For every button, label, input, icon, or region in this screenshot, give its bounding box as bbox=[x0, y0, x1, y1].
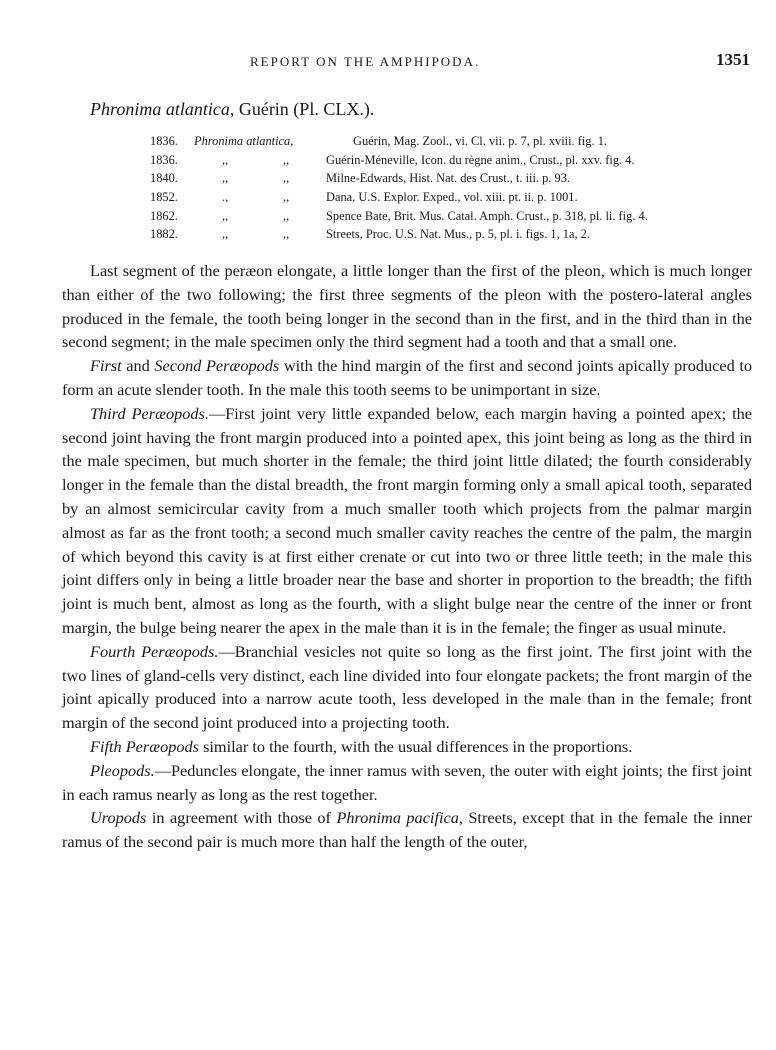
synonymy-reference: Dana, U.S. Explor. Exped., vol. xiii. pt. ii. p. 1001. bbox=[326, 190, 578, 205]
ditto-mark: ,, bbox=[222, 171, 229, 186]
running-head bbox=[0, 50, 776, 74]
paragraph-fifth-pereopods bbox=[62, 735, 752, 759]
species-authority: , Guérin (Pl. CLX.). bbox=[229, 99, 375, 119]
synonymy-year: 1862. bbox=[150, 208, 178, 223]
body-text bbox=[62, 259, 752, 854]
ditto-mark: ,, bbox=[222, 152, 229, 167]
paragraph-text: Last segment of the peræon elongate, a little longer than the first of the pleon, which is much longer than either of the two following; the first three segments of the pleon with the postero-lateral angles produced in the female, the tooth being longer in the second than in the first, and in the third than in the second segment; in the male specimen only the third segment had a tooth and that a small one. bbox=[62, 261, 752, 352]
ditto-mark: ,, bbox=[283, 227, 290, 242]
paragraph-text: similar to the fourth, with the usual differences in the proportions. bbox=[199, 736, 633, 756]
paragraph-text: in agreement with those of bbox=[146, 808, 337, 828]
paragraph-text: with the hind margin of the first and second joints apically produced to form an acute slender tooth. In the male this tooth seems to be unimportant in size. bbox=[62, 356, 752, 399]
synonymy-year: 1840. bbox=[150, 171, 178, 186]
synonymy-reference: Streets, Proc. U.S. Nat. Mus., p. 5, pl. i. figs. 1, 1a, 2. bbox=[326, 227, 590, 242]
ditto-mark: ,, bbox=[283, 171, 290, 186]
paragraph-connector: and bbox=[121, 356, 155, 376]
ditto-mark: ,, bbox=[283, 190, 290, 205]
ditto-mark: ,, bbox=[283, 152, 290, 167]
paragraph-pleopods bbox=[62, 759, 752, 807]
synonymy-reference: Guérin, Mag. Zool., vi. Cl. vii. p. 7, pl. xviii. fig. 1. bbox=[353, 134, 607, 148]
synonymy-reference: Spence Bate, Brit. Mus. Catal. Amph. Crust., p. 318, pl. li. fig. 4. bbox=[326, 208, 648, 223]
paragraph-third-pereopods bbox=[62, 402, 752, 640]
synonymy-year: 1836. bbox=[150, 134, 178, 148]
paragraph-text: —Branchial vesicles not quite so long as the first joint. The first joint with the two lines of gland-cells very distinct, each line divided into four elongate packets; the front margin of the joint apically produced into a narrow acute tooth, less developed in the male than in the female; front margin of the second joint produced into a projecting tooth. bbox=[62, 641, 752, 733]
paragraph-lead: Fifth Peræopods bbox=[90, 736, 199, 756]
paragraph-lead: Uropods bbox=[90, 808, 147, 828]
synonymy-year: 1882. bbox=[150, 227, 178, 242]
paragraph-species-ref: Phronima pacifica bbox=[336, 808, 459, 828]
paragraph-lead: Third Peræopods. bbox=[90, 403, 209, 423]
paragraph-uropods bbox=[62, 806, 752, 854]
synonymy-year: 1836. bbox=[150, 152, 178, 167]
paragraph-first-second-pereopods bbox=[62, 354, 752, 402]
paragraph-pereon bbox=[62, 259, 752, 354]
species-heading bbox=[90, 99, 374, 120]
paragraph-text: , Streets, except that in the female the inner ramus of the second pair is much more than half the length of the outer, bbox=[62, 808, 752, 852]
synonymy-year: 1852. bbox=[150, 190, 178, 205]
synonymy-reference: Milne-Edwards, Hist. Nat. des Crust., t. iii. p. 93. bbox=[326, 171, 571, 186]
synonymy-reference: Guérin-Méneville, Icon. du règne anim., Crust., pl. xxv. fig. 4. bbox=[326, 152, 635, 167]
paragraph-lead: Pleopods. bbox=[90, 760, 155, 780]
ditto-mark: ., bbox=[222, 190, 229, 205]
paragraph-fourth-pereopods bbox=[62, 640, 752, 735]
synonymy-name: Phronima atlantica, bbox=[194, 134, 294, 148]
ditto-mark: ,, bbox=[222, 208, 229, 223]
page-number: 1351 bbox=[716, 50, 750, 69]
paragraph-text: —Peduncles elongate, the inner ramus with seven, the outer with eight joints; the first joint in each ramus nearly as long as the rest together. bbox=[62, 760, 752, 804]
species-name: Phronima atlantica bbox=[90, 99, 230, 119]
ditto-mark: ,, bbox=[283, 208, 290, 223]
paragraph-lead: First bbox=[90, 356, 122, 376]
running-title: REPORT ON THE AMPHIPODA. bbox=[250, 54, 481, 69]
ditto-mark: ,, bbox=[222, 227, 229, 242]
paragraph-text: —First joint very little expanded below, each margin having a pointed apex; the second joint having the front margin produced into a pointed apex, this joint being as long as the third in the male specimen, but much shorter in the female; the third joint little dilated; the fourth considerably longer in the female than the distal breadth, the front margin forming only a small apical tooth, separated by an almost semicircular cavity from a much smaller tooth which projects from the palmar margin almost as far as the front tooth; a second much smaller cavity reaches the centre of the palm, the margin of which beyond this cavity is at first either crenate or cut into two or three little teeth; in the male this joint differs only in being a little broader near the base and shorter in proportion to the breadth; the fifth joint is much bent, almost as long as the fourth, with a slight bulge near the centre of the inner or front margin, the bulge being nearer the apex in the male than it is in the female; the finger as usual minute. bbox=[62, 403, 753, 637]
paragraph-lead: Second Peræopods bbox=[154, 356, 280, 376]
paragraph-lead: Fourth Peræopods. bbox=[90, 641, 219, 661]
